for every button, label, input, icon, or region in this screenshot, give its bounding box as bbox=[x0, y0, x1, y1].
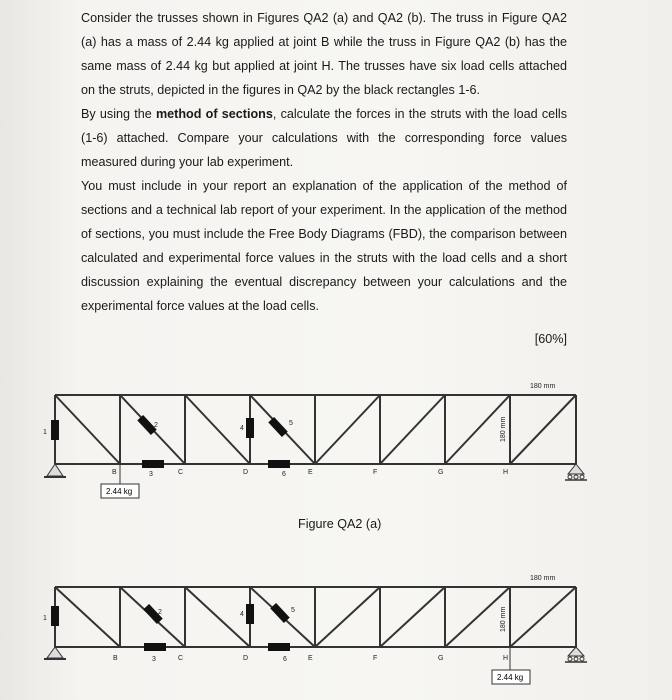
load-cell-label-6: 6 bbox=[283, 656, 287, 663]
load-cell-5 bbox=[270, 603, 289, 623]
joint-label-f: F bbox=[373, 655, 378, 662]
load-cell-label-2: 2 bbox=[158, 609, 162, 616]
load-cell-label-1: 1 bbox=[43, 615, 47, 622]
paragraph-2 bbox=[81, 102, 567, 174]
load-cell-3 bbox=[142, 460, 164, 468]
load-cell-label-6: 6 bbox=[282, 471, 286, 478]
joint-label-h: H bbox=[503, 469, 509, 476]
joint-label-b: B bbox=[112, 469, 117, 476]
width-dimension-label: 180 mm bbox=[530, 383, 556, 390]
load-cell-label-1: 1 bbox=[43, 429, 47, 436]
truss-figure-b bbox=[0, 572, 672, 700]
diagonal-6 bbox=[380, 587, 445, 647]
joint-label-g: G bbox=[438, 469, 444, 476]
joint-label-e: E bbox=[308, 469, 313, 476]
load-cell-label-3: 3 bbox=[149, 471, 153, 478]
figure-a-caption: Figure QA2 (a) bbox=[298, 517, 382, 531]
joint-label-f: F bbox=[373, 469, 378, 476]
roller-support bbox=[565, 647, 587, 662]
load-cell-label-3: 3 bbox=[152, 656, 156, 663]
load-cell-1 bbox=[51, 420, 59, 440]
diagonal-6 bbox=[380, 395, 445, 464]
load-cell-label-2: 2 bbox=[154, 422, 158, 429]
height-dimension-label: 180 mm bbox=[500, 416, 507, 442]
load-cell-label-4: 4 bbox=[240, 611, 244, 618]
load-cell-label-4: 4 bbox=[240, 425, 244, 432]
load-cell-6 bbox=[268, 643, 290, 651]
truss-figure-a bbox=[0, 380, 672, 510]
load-cell-5 bbox=[268, 417, 287, 437]
joint-label-e: E bbox=[308, 655, 313, 662]
paragraph-3: You must include in your report an explanation of the application of the method of sections and a technical lab report of your experiment. In the application of the method of sections, you must include the Free Body Diagrams (FBD), the comparison between calculated and experimental force values in the struts with the load cells and a short discussion explaining the eventual discrepancy between your calculations and the experimental force values at the load cells. bbox=[81, 179, 567, 313]
pin-support bbox=[44, 647, 66, 659]
question-text bbox=[81, 6, 567, 318]
diagonal-8 bbox=[510, 587, 576, 647]
load-cell-4 bbox=[246, 604, 254, 624]
roller-support bbox=[565, 464, 587, 480]
marks-weighting: [60%] bbox=[534, 332, 567, 346]
diagonal-8 bbox=[510, 395, 576, 464]
joint-label-g: G bbox=[438, 655, 444, 662]
load-cell-3 bbox=[144, 643, 166, 651]
load-cell-label-5: 5 bbox=[291, 607, 295, 614]
diagonal-1 bbox=[55, 587, 120, 647]
load-cell-6 bbox=[268, 460, 290, 468]
mass-label: 2.44 kg bbox=[497, 673, 524, 682]
joint-label-c: C bbox=[178, 469, 184, 476]
paragraph-2-start: By using the bbox=[81, 107, 156, 121]
width-dimension-label: 180 mm bbox=[530, 575, 556, 582]
load-cell-1 bbox=[51, 606, 59, 626]
load-cell-label-5: 5 bbox=[289, 420, 293, 427]
joint-label-h: H bbox=[503, 655, 509, 662]
paragraph-1: Consider the trusses shown in Figures QA2 (a) and QA2 (b). The truss in Figure QA2 (a) has a mass of 2.44 kg applied at joint B while the truss in Figure QA2 (b) has the same mass of 2.44 kg but applied at joint H. The trusses have six load cells attached on the struts, depicted in the figures in QA2 by the black rectangles 1-6. bbox=[81, 11, 567, 97]
joint-label-b: B bbox=[113, 655, 118, 662]
joint-label-d: D bbox=[243, 469, 249, 476]
joint-label-c: C bbox=[178, 655, 184, 662]
method-of-sections-emphasis: method of sections bbox=[155, 107, 273, 121]
height-dimension-label: 180 mm bbox=[500, 606, 507, 632]
diagonal-5 bbox=[315, 395, 380, 464]
diagonal-5 bbox=[315, 587, 380, 647]
mass-label: 2.44 kg bbox=[106, 487, 133, 496]
diagonal-1 bbox=[55, 395, 120, 464]
paragraph-2-end: , calculate the forces in the struts with the load cells (1-6) attached. Compare your calculations with the corresponding force values measured during your lab experiment. bbox=[81, 107, 568, 169]
load-cell-4 bbox=[246, 418, 254, 438]
joint-label-d: D bbox=[243, 655, 249, 662]
pin-support bbox=[44, 464, 66, 477]
